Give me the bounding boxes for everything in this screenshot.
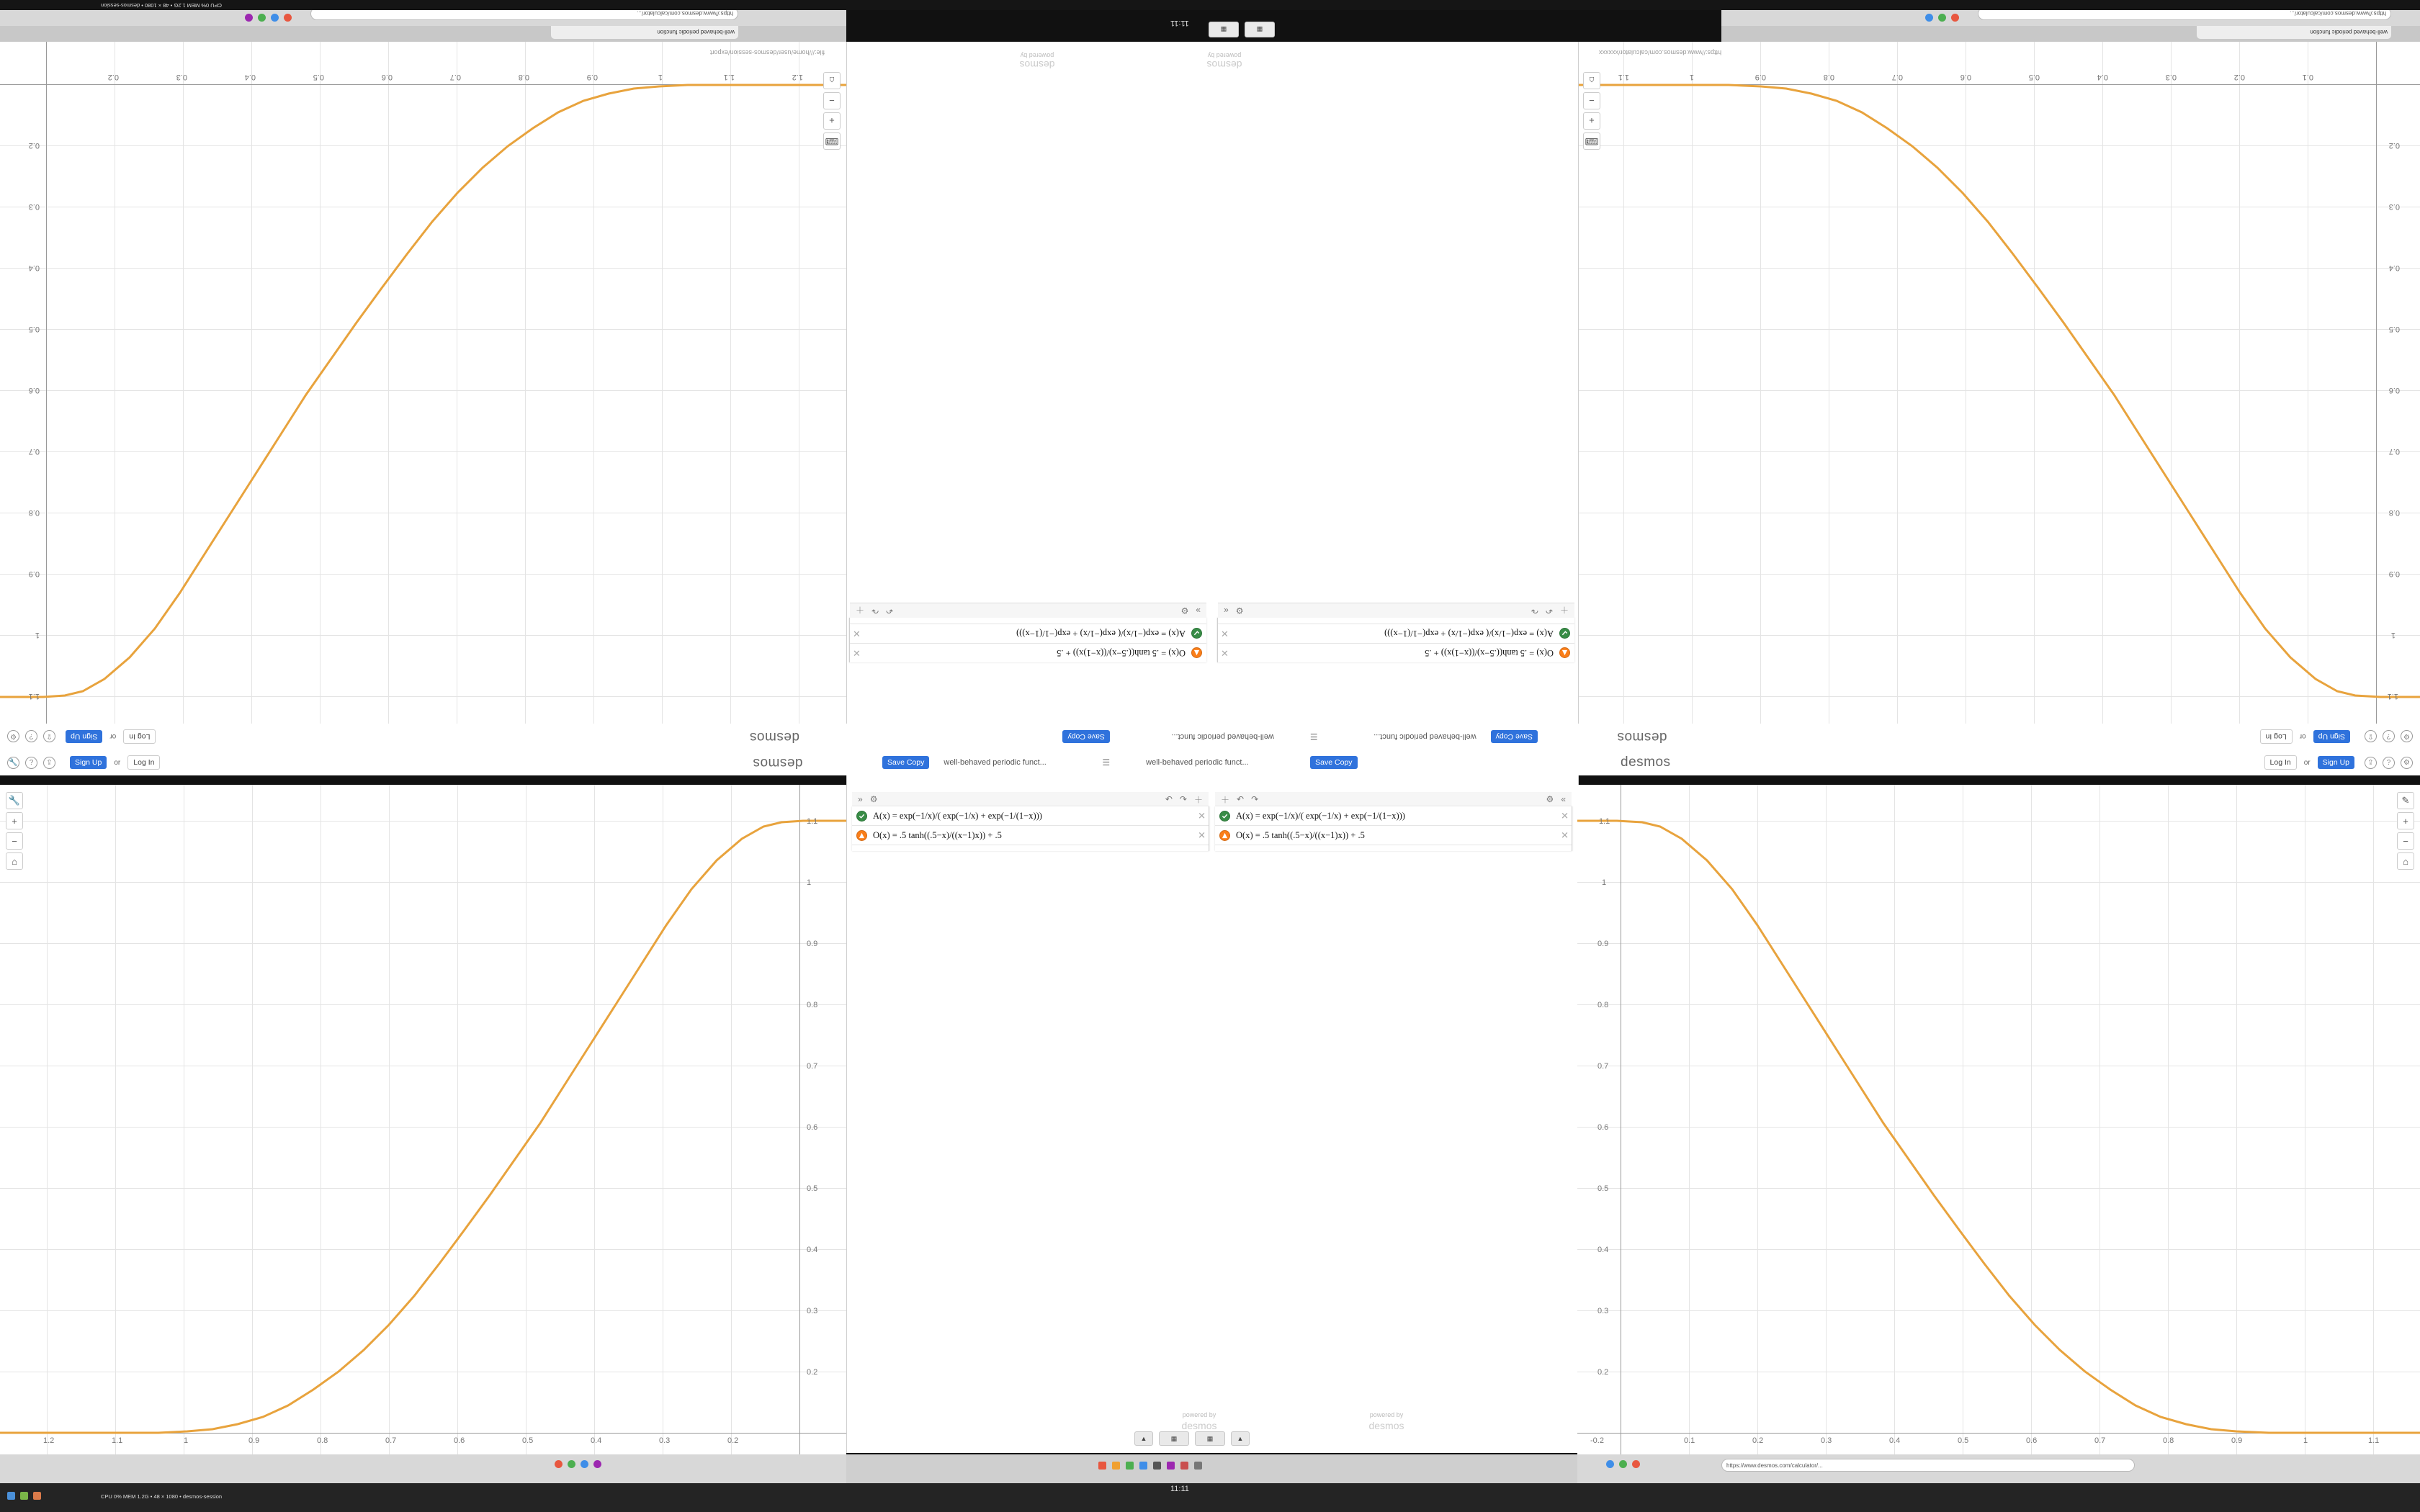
graph-zoom-controls-bottom-right[interactable] [2397, 792, 2414, 870]
y-tick: 1 [1602, 878, 1607, 887]
warning-icon-3[interactable] [1219, 830, 1230, 841]
zoom-in-button-2[interactable]: + [6, 812, 23, 829]
graph-title-2[interactable]: well-behaved periodic funct... [1171, 732, 1274, 741]
share-icon-2[interactable]: ⇪ [43, 731, 55, 743]
x-tick: 0.8 [518, 73, 529, 81]
center-bottom-controls [846, 1411, 1577, 1454]
x-tick: 0.3 [1821, 1436, 1832, 1445]
media-prev-button[interactable]: ▦ [1245, 22, 1275, 37]
x-tick: 0.9 [1754, 73, 1766, 81]
x-tick: -0.2 [1590, 1436, 1604, 1445]
expression-toolbar [1218, 603, 1574, 618]
y-tick: 0.2 [807, 1368, 818, 1377]
x-tick: 0.4 [2097, 73, 2108, 81]
warning-icon[interactable] [1191, 648, 1202, 659]
save-copy-button-2[interactable]: Save Copy [1062, 730, 1109, 744]
y-tick: 0.4 [2388, 264, 2400, 272]
save-copy-button-4[interactable]: Save Copy [1310, 756, 1357, 770]
grid [1577, 785, 2420, 1476]
expression-row[interactable] [852, 806, 1209, 826]
bottom-taskbar [0, 1483, 2420, 1512]
expression-latex: O(x) = .5 tanh((.5−x)/((x−1)x)) + .5 [1425, 648, 1554, 659]
desmos-logo-3: desmos [753, 755, 803, 770]
close-icon[interactable]: ✕ [1221, 647, 1229, 659]
y-tick: 1.1 [807, 817, 818, 826]
y-tick: 0.7 [807, 1062, 818, 1071]
x-tick: 0.5 [1958, 1436, 1969, 1445]
x-tick: 0.4 [591, 1436, 602, 1445]
expression-row[interactable] [1218, 643, 1574, 662]
top-taskbar [0, 0, 2420, 10]
or-label: or [2299, 732, 2306, 741]
graph-canvas-bottom-right[interactable] [1577, 785, 2420, 1476]
extension-icon-14[interactable] [1632, 1460, 1640, 1468]
y-tick: 0.7 [2388, 447, 2400, 456]
bottom-chrome-center [846, 1454, 1577, 1483]
expression-latex: O(x) = .5 tanh((.5−x)/((x−1)x)) + .5 [1057, 648, 1186, 659]
y-axis [2376, 42, 2377, 733]
expression-panel-bottom-right [1212, 792, 1577, 922]
expression-latex: A(x) = exp(−1/x)/( exp(−1/x) + exp(−1/(1−x))) [1384, 629, 1554, 639]
expression-latex: A(x) = exp(−1/x)/( exp(−1/x) + exp(−1/(1−x))) [1236, 810, 1405, 821]
expression-row[interactable] [1218, 624, 1574, 643]
expression-toolbar-2 [852, 792, 1209, 807]
x-tick: 0.7 [385, 1436, 397, 1445]
x-tick: 0.2 [727, 1436, 739, 1445]
graph-zoom-controls-top-right[interactable] [1583, 72, 1600, 150]
close-icon[interactable]: ✕ [1221, 628, 1229, 639]
wrench-icon[interactable]: 🔧 [7, 757, 19, 769]
y-tick: 0.2 [1597, 1368, 1609, 1377]
x-tick: 1 [2303, 1436, 2308, 1445]
hamburger-icon[interactable]: ☰ [1309, 732, 1318, 742]
taskbar-app-5[interactable] [1153, 1462, 1161, 1470]
y-tick: 1 [35, 631, 40, 639]
graph-title[interactable]: well-behaved periodic funct... [1373, 732, 1476, 741]
footer-url-left: file:///home/user/desmos-session/export [709, 49, 825, 56]
expression-row[interactable] [1215, 826, 1572, 845]
expression-row[interactable] [852, 826, 1209, 845]
taskbar-app-1[interactable] [1098, 1462, 1106, 1470]
y-tick: 0.6 [807, 1123, 818, 1132]
zoom-in-icon-3[interactable]: ＋ [1221, 794, 1230, 805]
graph-zoom-controls-bottom-left[interactable] [6, 792, 23, 870]
y-tick: 0.6 [28, 386, 40, 395]
undo-icon-2[interactable]: ↶ [1165, 794, 1173, 804]
question-icon-2[interactable]: ? [25, 731, 37, 743]
y-tick: 0.3 [807, 1307, 818, 1315]
expression-panel-top-left [846, 572, 1212, 724]
x-tick: 0.5 [313, 73, 324, 81]
expression-latex: A(x) = exp(−1/x)/( exp(−1/x) + exp(−1/(1−x))) [873, 810, 1042, 821]
y-axis [799, 785, 800, 1476]
x-tick: 0.7 [1891, 73, 1903, 81]
hamburger-icon-2[interactable]: ☰ [1102, 757, 1111, 768]
expression-panel-top-right [1212, 572, 1577, 724]
powered-by-label-2: powered by [1020, 52, 1054, 59]
desmos-logo-2: desmos [749, 729, 799, 744]
powered-by-label-3: powered by [1182, 1411, 1216, 1418]
warning-icon[interactable] [1559, 648, 1570, 659]
taskbar-app-2[interactable] [1112, 1462, 1120, 1470]
graph-title-4[interactable]: well-behaved periodic funct... [1146, 758, 1249, 767]
x-tick: 0.2 [107, 73, 119, 81]
y-axis [46, 42, 47, 733]
signup-button-2[interactable]: Sign Up [66, 730, 102, 744]
address-bar-bottom-right[interactable]: https://www.desmos.com/calculator/... [1721, 1459, 2135, 1472]
expression-list [849, 618, 1206, 662]
powered-by-label-4: powered by [1369, 1411, 1404, 1418]
login-button[interactable]: Log In [2260, 729, 2293, 744]
gear-icon-5[interactable]: ⚙ [1546, 794, 1554, 804]
expression-panel-bottom-left [846, 792, 1212, 922]
center-top-controls [846, 14, 1577, 42]
y-tick: 0.6 [2388, 386, 2400, 395]
taskbar-app-3[interactable] [1126, 1462, 1134, 1470]
close-icon-4[interactable]: ✕ [1561, 810, 1569, 822]
address-bar-right[interactable]: https://www.desmos.com/calculator/... [1978, 7, 2391, 20]
graph-zoom-controls-top-left[interactable] [823, 72, 841, 150]
powered-by-brand: desmos [1206, 59, 1242, 71]
gear-icon-4[interactable]: ⚙ [869, 794, 878, 804]
check-icon[interactable] [1559, 629, 1570, 639]
share-icon-4[interactable]: ⇪ [2365, 757, 2377, 769]
y-tick: 0.4 [28, 264, 40, 272]
x-tick: 0.1 [1684, 1436, 1695, 1445]
chevron-double-left-icon[interactable]: « [1224, 606, 1229, 616]
or-label-4: or [2303, 758, 2311, 767]
browser-tab-left[interactable]: well-behaved periodic function [551, 26, 738, 39]
x-tick: 0.4 [1889, 1436, 1901, 1445]
signup-button-4[interactable]: Sign Up [2318, 756, 2354, 770]
home-icon[interactable]: ⌂ [823, 72, 841, 89]
expression-toolbar [850, 603, 1206, 618]
x-tick: 0.4 [244, 73, 256, 81]
y-tick: 0.5 [28, 325, 40, 333]
taskbar-icon-3[interactable] [33, 1492, 41, 1500]
x-tick: 0.2 [2233, 73, 2245, 81]
desmos-logo: desmos [1617, 729, 1667, 744]
y-tick: 0.4 [807, 1246, 818, 1254]
x-axis [0, 1433, 846, 1434]
x-tick: 0.8 [317, 1436, 328, 1445]
zoom-in-button[interactable]: + [823, 112, 841, 130]
bottom-chrome-right [1577, 1454, 2420, 1483]
taskbar-icon-1[interactable] [7, 1492, 15, 1500]
bottom-status-text: CPU 0% MEM 1.2G • 48 × 1080 • desmos-session [101, 1493, 223, 1500]
x-tick: 1 [1689, 73, 1694, 81]
media-next-button[interactable]: ▦ [1209, 22, 1239, 37]
undo-icon-3[interactable]: ↶ [1237, 794, 1245, 804]
close-icon[interactable]: ✕ [853, 647, 861, 659]
y-tick: 1.1 [1599, 817, 1610, 826]
login-button-4[interactable]: Log In [2264, 755, 2297, 770]
extension-icon-6[interactable] [1938, 14, 1946, 22]
or-label-3: or [114, 758, 121, 767]
question-icon-3[interactable]: ? [25, 757, 37, 769]
gear-icon-2[interactable]: ⚙ [7, 731, 19, 743]
y-tick: 0.8 [1597, 1001, 1609, 1009]
browser-tab-right[interactable]: well-behaved periodic function [2197, 26, 2391, 39]
home-icon-2[interactable]: ⌂ [6, 852, 23, 870]
y-tick: 0.3 [2388, 202, 2400, 211]
x-tick: 0.5 [522, 1436, 534, 1445]
x-axis [1577, 84, 2420, 85]
zoom-in-button-3[interactable]: + [2397, 812, 2414, 829]
y-tick: 0.3 [28, 202, 40, 211]
media-button-1[interactable]: ▲ [1134, 1431, 1153, 1446]
graph-canvas-bottom-left[interactable] [0, 785, 846, 1476]
login-button-3[interactable]: Log In [127, 755, 160, 770]
login-button-2[interactable]: Log In [123, 729, 156, 744]
y-tick: 0.9 [1597, 940, 1609, 948]
y-tick: 0.6 [1597, 1123, 1609, 1132]
extension-icon-12[interactable] [1606, 1460, 1614, 1468]
x-tick: 0.9 [248, 1436, 260, 1445]
chevron-double-right-icon[interactable]: » [1196, 606, 1201, 616]
graph-canvas-top-left[interactable] [0, 42, 846, 733]
x-tick: 0.6 [381, 73, 393, 81]
or-label-2: or [109, 732, 117, 741]
y-tick: 1.1 [28, 692, 40, 701]
zoom-out-button-2[interactable]: − [6, 832, 23, 850]
media-button-3[interactable]: ▦ [1195, 1431, 1225, 1446]
graph-title-3[interactable]: well-behaved periodic funct... [944, 758, 1047, 767]
x-tick: 0.3 [659, 1436, 671, 1445]
expression-list [1217, 618, 1574, 662]
extension-icon-10[interactable] [581, 1460, 588, 1468]
redo-icon-3[interactable]: ↷ [1251, 794, 1259, 804]
close-icon[interactable]: ✕ [853, 628, 861, 639]
y-tick: 0.5 [807, 1184, 818, 1193]
gear-icon[interactable]: ⚙ [2401, 731, 2413, 743]
x-tick: 0.2 [1752, 1436, 1764, 1445]
extension-icon-9[interactable] [568, 1460, 575, 1468]
chevron-double-right-icon-2[interactable]: » [858, 794, 863, 804]
y-tick: 0.5 [1597, 1184, 1609, 1193]
expression-latex: O(x) = .5 tanh((.5−x)/((x−1)x)) + .5 [1236, 829, 1365, 840]
bottom-chrome-left [0, 1454, 846, 1483]
undo-icon[interactable]: ↶ [886, 606, 894, 616]
extension-icon-3[interactable] [258, 14, 266, 22]
gear-icon[interactable]: ⚙ [1235, 606, 1244, 616]
signup-button[interactable]: Sign Up [2313, 730, 2350, 744]
x-tick: 0.9 [586, 73, 598, 81]
x-tick: 1.1 [2368, 1436, 2380, 1445]
x-tick: 0.3 [2165, 73, 2177, 81]
expression-row[interactable] [850, 643, 1206, 662]
gear-icon-3[interactable]: ⚙ [2401, 757, 2413, 769]
expression-toolbar-3 [1215, 792, 1572, 807]
grid [1577, 42, 2420, 733]
extension-icon-8[interactable] [555, 1460, 563, 1468]
powered-by-label [1181, 52, 1268, 59]
y-tick: 0.5 [2388, 325, 2400, 333]
taskbar-icon-2[interactable] [20, 1492, 28, 1500]
clock-2: 11:11 [1170, 1485, 1189, 1493]
zoom-in-icon-2[interactable]: ＋ [1193, 794, 1203, 805]
expression-list-2 [852, 806, 1209, 851]
top-status-text: CPU 0% MEM 1.2G • 48 × 1080 • desmos-session [101, 2, 223, 9]
powered-by-brand-2: desmos [1019, 59, 1055, 71]
x-tick: 0.8 [2163, 1436, 2174, 1445]
desmos-panel-top-right [1577, 42, 2420, 733]
grid [0, 42, 846, 733]
redo-icon[interactable]: ↷ [871, 606, 879, 616]
wrench-icon-2[interactable]: 🔧 [6, 792, 23, 809]
extension-icon-1[interactable] [284, 14, 292, 22]
signup-button-3[interactable]: Sign Up [70, 756, 107, 770]
check-icon-3[interactable] [1219, 811, 1230, 822]
zoom-out-button[interactable]: − [1583, 92, 1600, 109]
close-icon-5[interactable]: ✕ [1561, 829, 1569, 841]
x-tick: 0.8 [1823, 73, 1834, 81]
extension-icon-13[interactable] [1619, 1460, 1627, 1468]
keypad-icon[interactable]: ⌨ [1583, 132, 1600, 150]
question-icon[interactable]: ? [2383, 731, 2395, 743]
clock: 11:11 [1170, 19, 1189, 27]
x-tick: 1.1 [723, 73, 735, 81]
graph-canvas-top-right[interactable] [1577, 42, 2420, 733]
y-tick: 1.1 [2387, 692, 2398, 701]
chevron-double-left-icon-2[interactable]: « [1561, 794, 1566, 804]
x-tick: 0.6 [2026, 1436, 2038, 1445]
powered-by-brand-3: desmos [1181, 1420, 1217, 1431]
extension-icon-7[interactable] [1925, 14, 1933, 22]
x-tick: 0.7 [2094, 1436, 2106, 1445]
powered-by-brand-4: desmos [1368, 1420, 1404, 1431]
x-tick: 0.5 [2028, 73, 2040, 81]
y-tick: 0.3 [1597, 1307, 1609, 1315]
y-tick: 0.8 [807, 1001, 818, 1009]
extension-icon-2[interactable] [271, 14, 279, 22]
header-bar-flipped [0, 724, 2420, 750]
undo-icon[interactable]: ↶ [1545, 606, 1553, 616]
taskbar-app-7[interactable] [1180, 1462, 1188, 1470]
y-tick: 0.2 [28, 141, 40, 150]
zoom-out-button[interactable]: − [823, 92, 841, 109]
x-axis [1577, 1433, 2420, 1434]
close-icon-3[interactable]: ✕ [1198, 829, 1206, 841]
pencil-icon[interactable]: ✎ [2397, 792, 2414, 809]
redo-icon[interactable]: ↷ [1531, 606, 1538, 616]
x-tick: 1.2 [43, 1436, 55, 1445]
expression-row[interactable] [850, 624, 1206, 643]
keypad-icon[interactable]: ⌨ [823, 132, 841, 150]
x-tick: 0.3 [176, 73, 187, 81]
save-copy-button-3[interactable]: Save Copy [882, 756, 929, 770]
desmos-panel-top-left [0, 42, 846, 733]
x-tick: 1 [658, 73, 663, 81]
header-bar-normal [0, 750, 2420, 775]
share-icon-3[interactable]: ⇪ [43, 757, 55, 769]
extension-icon-11[interactable] [593, 1460, 601, 1468]
y-tick: 1 [807, 878, 812, 887]
expression-row[interactable] [1215, 806, 1572, 826]
taskbar-app-4[interactable] [1139, 1462, 1147, 1470]
close-icon-2[interactable]: ✕ [1198, 810, 1206, 822]
y-tick: 0.9 [2388, 570, 2400, 578]
center-top-brandline [846, 42, 1577, 71]
desmos-logo-4: desmos [1621, 755, 1671, 770]
media-button-4[interactable]: ▲ [1231, 1431, 1250, 1446]
y-tick: 0.8 [28, 508, 40, 517]
address-bar-left[interactable]: https://www.desmos.com/calculator/... [310, 7, 738, 20]
y-tick: 1 [2390, 631, 2396, 639]
x-axis [0, 84, 846, 85]
y-tick: 0.2 [2388, 141, 2400, 150]
taskbar-app-8[interactable] [1194, 1462, 1202, 1470]
x-tick: 0.6 [1960, 73, 1971, 81]
y-tick: 0.4 [1597, 1246, 1609, 1254]
media-button-2[interactable]: ▦ [1159, 1431, 1189, 1446]
y-tick: 0.7 [1597, 1062, 1609, 1071]
expression-latex: A(x) = exp(−1/x)/( exp(−1/x) + exp(−1/(1−x))) [1016, 629, 1186, 639]
y-tick: 0.7 [28, 447, 40, 456]
redo-icon-2[interactable]: ↷ [1179, 794, 1187, 804]
x-tick: 0.1 [2302, 73, 2313, 81]
grid [0, 785, 846, 1476]
save-copy-button[interactable]: Save Copy [1491, 730, 1538, 744]
desmos-panel-bottom-right [1577, 785, 2420, 1476]
powered-by-text: powered by [1207, 52, 1242, 59]
home-icon-3[interactable]: ⌂ [2397, 852, 2414, 870]
question-icon-4[interactable]: ? [2383, 757, 2395, 769]
x-tick: 1.2 [792, 73, 803, 81]
x-tick: 1.1 [1618, 73, 1629, 81]
zoom-in-icon[interactable]: ＋ [1559, 605, 1569, 616]
extension-icon-4[interactable] [245, 14, 253, 22]
x-tick: 0.9 [2231, 1436, 2243, 1445]
taskbar-app-6[interactable] [1167, 1462, 1175, 1470]
y-tick: 0.9 [28, 570, 40, 578]
expression-latex: O(x) = .5 tanh((.5−x)/((x−1)x)) + .5 [873, 829, 1002, 840]
expression-list-3 [1215, 806, 1572, 851]
y-tick: 0.8 [2388, 508, 2400, 517]
x-tick: 0.6 [454, 1436, 465, 1445]
warning-icon-2[interactable] [856, 830, 867, 841]
gear-icon[interactable]: ⚙ [1180, 606, 1189, 616]
desmos-panel-bottom-left [0, 785, 846, 1476]
extension-icon-5[interactable] [1951, 14, 1959, 22]
home-icon[interactable]: ⌂ [1583, 72, 1600, 89]
footer-url-right: https://www.desmos.com/calculator/xxxxxx [1599, 49, 1722, 56]
x-tick: 1 [184, 1436, 189, 1445]
check-icon[interactable] [1191, 629, 1202, 639]
x-tick: 0.7 [449, 73, 461, 81]
zoom-out-button-3[interactable]: − [2397, 832, 2414, 850]
zoom-in-icon[interactable]: ＋ [856, 605, 865, 616]
y-tick: 0.9 [807, 940, 818, 948]
share-icon[interactable]: ⇪ [2365, 731, 2377, 743]
x-tick: 1.1 [112, 1436, 123, 1445]
check-icon-2[interactable] [856, 811, 867, 822]
zoom-in-button[interactable]: + [1583, 112, 1600, 130]
